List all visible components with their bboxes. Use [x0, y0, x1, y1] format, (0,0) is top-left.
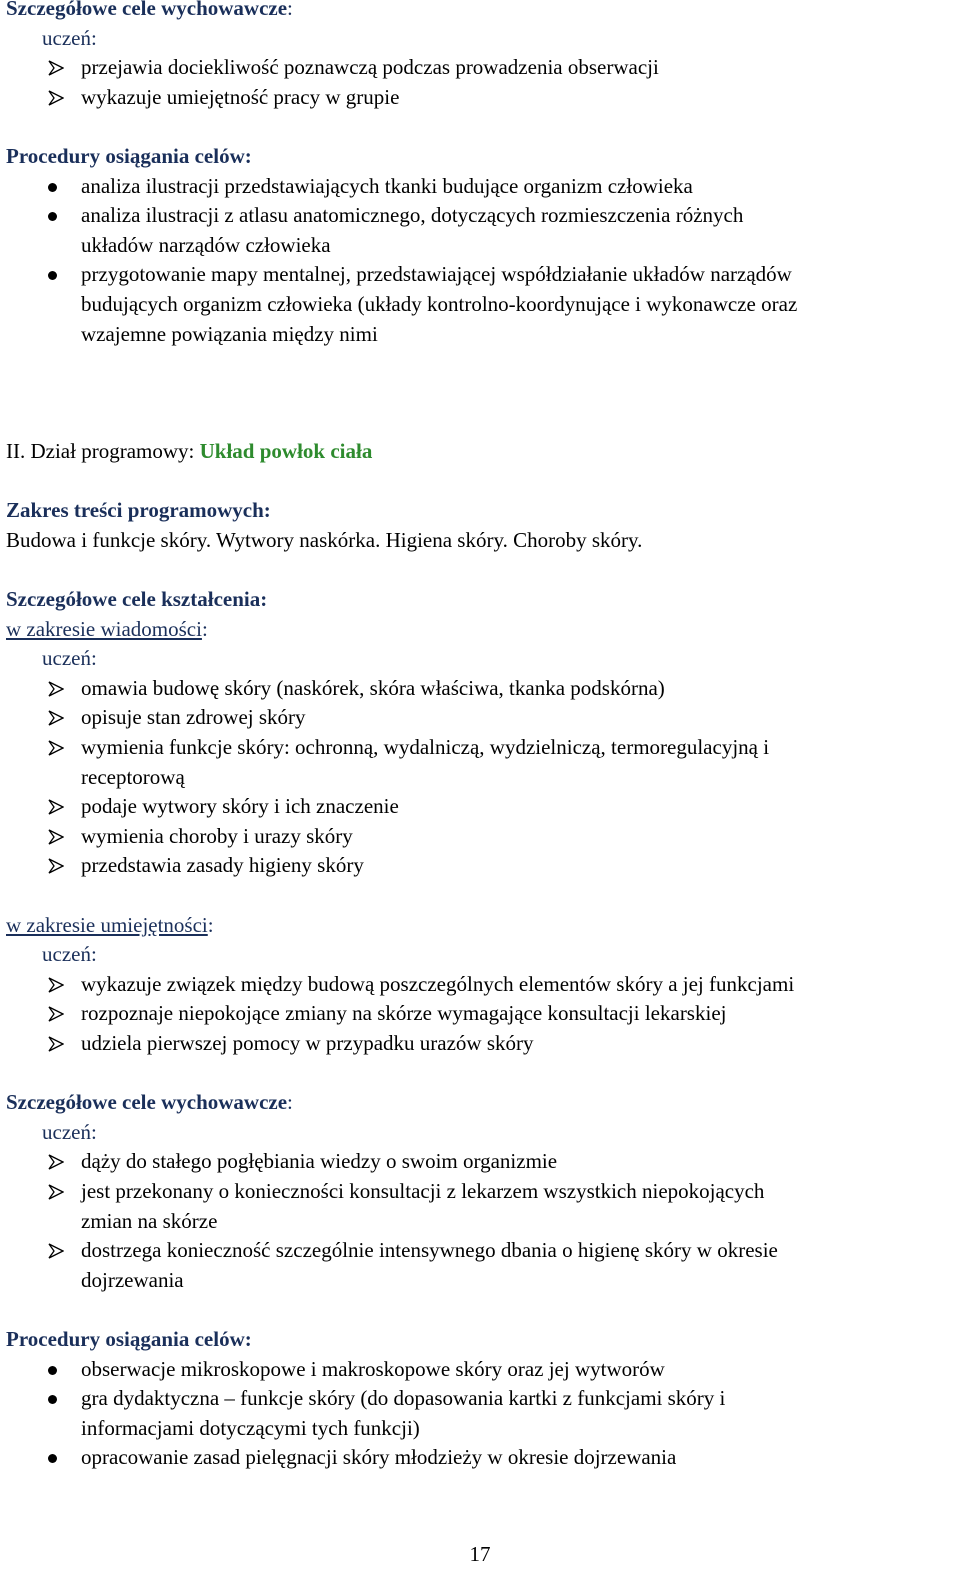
list-item-text: przejawia dociekliwość poznawczą podczas prowadzenia obserwacji [81, 55, 659, 80]
chapter-title-prefix: II. Dział programowy: [6, 439, 200, 464]
student-label: uczeń: [42, 942, 97, 967]
dot-bullet-icon [48, 1454, 57, 1463]
section-heading-upbringing-2 [6, 1088, 958, 1118]
arrow-bullet-icon [48, 1243, 64, 1259]
list-item-text-continued: informacjami dotyczącymi tych funkcji) [81, 1415, 420, 1440]
knowledge-label-line [6, 615, 958, 645]
heading-text: Szczegółowe cele wychowawcze [6, 1090, 288, 1115]
list-item [6, 1355, 958, 1385]
skills-label-line [6, 911, 958, 941]
student-label: uczeń: [42, 25, 97, 50]
list-item-text: omawia budowę skóry (naskórek, skóra właściwa, tkanka podskórna) [81, 675, 665, 700]
list-item-text: wymienia choroby i urazy skóry [81, 823, 353, 848]
arrow-bullet-icon [48, 977, 64, 993]
list-item [6, 1384, 958, 1443]
list-item-text-continued: wzajemne powiązania między nimi [81, 321, 378, 346]
list-item [6, 851, 958, 881]
arrow-list-knowledge [6, 674, 958, 881]
chapter-title-name: Układ powłok ciała [199, 439, 373, 464]
spacer [6, 467, 958, 497]
chapter-title [6, 437, 958, 467]
dot-bullet-icon [48, 1395, 57, 1404]
list-item-text: dąży do stałego pogłębiania wiedzy o swoim organizmie [81, 1149, 558, 1174]
dot-list-procedures-1 [6, 172, 958, 350]
arrow-bullet-icon [48, 90, 64, 106]
list-item-text: rozpoznaje niepokojące zmiany na skórze wymagające konsultacji lekarskiej [81, 1001, 727, 1026]
arrow-bullet-icon [48, 1006, 64, 1022]
spacer [6, 112, 958, 142]
arrow-bullet-icon [48, 829, 64, 845]
list-item-text-continued: zmian na skórze [81, 1208, 218, 1233]
list-item-text-continued: budujących organizm człowieka (układy kontrolno-koordynujące i wykonawcze oraz [81, 291, 798, 316]
arrow-list-upbringing-1 [6, 53, 958, 112]
list-item-text: obserwacje mikroskopowe i makroskopowe skóry oraz jej wytworów [81, 1356, 665, 1381]
list-item-text: analiza ilustracji przedstawiających tkanki budujące organizm człowieka [81, 173, 693, 198]
list-item [6, 999, 958, 1029]
list-item [6, 1029, 958, 1059]
dot-bullet-icon [48, 212, 57, 221]
list-item-text: wykazuje umiejętność pracy w grupie [81, 84, 400, 109]
document-page [6, 0, 958, 1473]
scope-text: Budowa i funkcje skóry. Wytwory naskórka. Higiena skóry. Choroby skóry. [6, 527, 643, 552]
list-item [6, 703, 958, 733]
arrow-bullet-icon [48, 799, 64, 815]
list-item-text-continued: układów narządów człowieka [81, 232, 331, 257]
list-item-text: dostrzega konieczność szczególnie intensywnego dbania o higienę skóry w okresie [81, 1238, 778, 1263]
list-item-text: jest przekonany o konieczności konsultacji z lekarzem wszystkich niepokojących [81, 1178, 765, 1203]
list-item [6, 822, 958, 852]
arrow-list-skills [6, 970, 958, 1059]
list-item [6, 733, 958, 792]
arrow-bullet-icon [48, 1184, 64, 1200]
list-item-text: wymienia funkcje skóry: ochronną, wydalniczą, wydzielniczą, termoregulacyjną i [81, 735, 770, 760]
list-item-text-continued: receptorową [81, 764, 185, 789]
knowledge-colon: : [201, 616, 208, 641]
list-item [6, 1147, 958, 1177]
list-item [6, 1236, 958, 1295]
list-item-text: analiza ilustracji z atlasu anatomicznego, dotyczących rozmieszczenia różnych [81, 203, 744, 228]
list-item [6, 970, 958, 1000]
arrow-bullet-icon [48, 1036, 64, 1052]
arrow-bullet-icon [48, 681, 64, 697]
list-item [6, 674, 958, 704]
spacer [6, 881, 958, 911]
knowledge-label: w zakresie wiadomości [6, 616, 202, 641]
list-item [6, 172, 958, 202]
skills-label: w zakresie umiejętności [6, 912, 208, 937]
heading-colon: : [287, 0, 293, 20]
spacer [6, 1295, 958, 1325]
arrow-bullet-icon [48, 60, 64, 76]
arrow-bullet-icon [48, 710, 64, 726]
list-item-text-continued: dojrzewania [81, 1267, 184, 1292]
arrow-bullet-icon [48, 740, 64, 756]
section-heading-procedures-1: Procedury osiągania celów: [6, 143, 252, 168]
list-item-text: gra dydaktyczna – funkcje skóry (do dopasowania kartki z funkcjami skóry i [81, 1386, 726, 1411]
skills-colon: : [207, 912, 214, 937]
dot-bullet-icon [48, 271, 57, 280]
list-item-text: opracowanie zasad pielęgnacji skóry młodzieży w okresie dojrzewania [81, 1445, 677, 1470]
dot-bullet-icon [48, 1366, 57, 1375]
scope-heading: Zakres treści programowych: [6, 498, 271, 523]
list-item [6, 260, 958, 349]
dot-bullet-icon [48, 183, 57, 192]
list-item-text: wykazuje związek między budową poszczególnych elementów skóry a jej funkcjami [81, 971, 795, 996]
student-label: uczeń: [42, 1119, 97, 1144]
list-item [6, 53, 958, 83]
spacer [6, 556, 958, 586]
section-heading-upbringing-1 [6, 0, 958, 24]
list-item-text: podaje wytwory skóry i ich znaczenie [81, 794, 399, 819]
dot-list-procedures-2 [6, 1355, 958, 1473]
heading-text: Szczegółowe cele wychowawcze [6, 0, 288, 20]
list-item [6, 83, 958, 113]
page-number: 17 [469, 1542, 491, 1566]
list-item [6, 201, 958, 260]
list-item-text: przygotowanie mapy mentalnej, przedstawiającej współdziałanie układów narządów [81, 262, 792, 287]
list-item-text: udziela pierwszej pomocy w przypadku urazów skóry [81, 1031, 534, 1055]
section-heading-procedures-2: Procedury osiągania celów: [6, 1326, 252, 1351]
list-item [6, 1443, 958, 1473]
arrow-bullet-icon [48, 858, 64, 874]
spacer [6, 349, 958, 429]
list-item-text: przedstawia zasady higieny skóry [81, 853, 364, 878]
education-heading: Szczegółowe cele kształcenia: [6, 587, 268, 612]
heading-colon: : [287, 1090, 293, 1115]
arrow-bullet-icon [48, 1154, 64, 1170]
list-item-text: opisuje stan zdrowej skóry [81, 705, 306, 730]
spacer [6, 1059, 958, 1089]
list-item [6, 792, 958, 822]
list-item [6, 1177, 958, 1236]
student-label: uczeń: [42, 646, 97, 671]
arrow-list-upbringing-2 [6, 1147, 958, 1295]
